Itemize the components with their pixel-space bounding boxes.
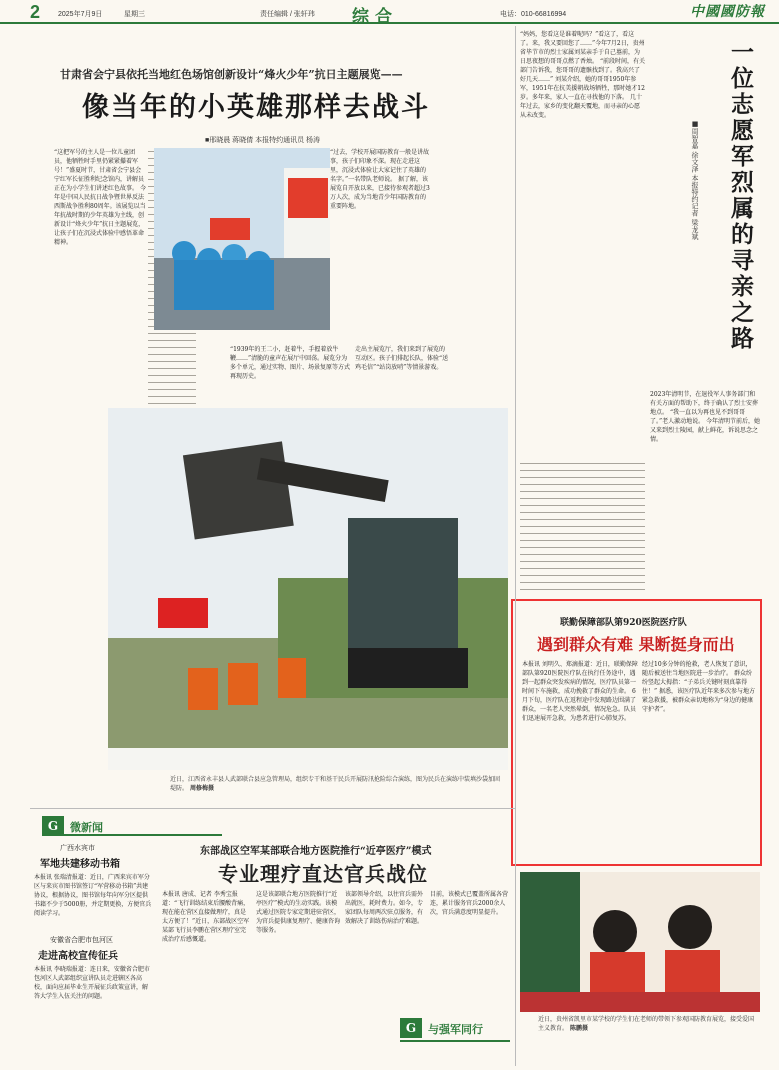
flood-drill-photo (108, 408, 508, 770)
mid-p4: 目前，该模式已覆盖所属各营连，累计服务官兵2000余人次，官兵满意度明显提升。 (430, 891, 509, 916)
lead-p2: 今年是中国人民抗日战争暨世界反法西斯战争胜利80周年。该展览以当年抗战时期的少年英雄为主线，创新设计“烽火少年”抗日主题展览，让孩子们在沉浸式体验中感悟革命精神。 (54, 185, 146, 246)
right-col-2 (650, 390, 760, 590)
right-vertical-byline: ■周智嘉 徐文泽 本报特约记者 梁龙斌 (691, 120, 699, 240)
micro-news-icon: G (42, 816, 64, 836)
right-p6: “我一直以为再也见不到哥哥了。”老人激动地说。 (650, 409, 746, 425)
editor: 责任编辑 / 张轩玮 (260, 11, 315, 18)
right-p5: 2023年清明节，在退役军人事务部门和有关方面的帮助下，终于确认了烈士安葬地点。 (650, 391, 759, 416)
box-col-2 (642, 660, 756, 860)
box-title: 遇到群众有难 果断挺身而出 (537, 635, 735, 654)
box-p2: 6月下旬，医疗队在返程途中发现路边围满了群众，一名老人突然晕倒，情况危急。队员们迅速展开急救，为患者进行心肺复苏。 (522, 688, 637, 722)
mid-kicker: 东部战区空军某部联合地方医院推行“近亭医疗”模式 (200, 846, 432, 857)
micro-news-label: 微新闻 (70, 821, 103, 834)
lead-p1: “这把军号的主人是一位儿童团员，他牺牲时手里仍紧紧攥着军号！”盛夏时节，甘肃省会宁县会宁红军长征胜利纪念馆内，讲解员正在为小学生们讲述红色故事。 (54, 149, 145, 192)
mid-col-2 (256, 890, 342, 1040)
box-p4: 群众纷纷竖起大拇指：“子弟兵关键时刻真靠得住！” (642, 670, 752, 695)
right-p2: “前段时间，有关部门告诉我，您哥哥的遗骸找到了。我高兴了好几天……” (520, 58, 645, 83)
news1-title: 军地共建移动书箱 (40, 859, 120, 870)
phone: 电话：010-66816994 (500, 11, 567, 18)
right-p1: “妈妈，您看这是谁着呢吗？”看这了，看这了。来，我又要回您了……”今年7月2日，贵州省毕节市的烈士家属刘某亲手于自己墓前，为日思夜想的哥哥点燃了香烛。 (520, 31, 645, 65)
lead-col-2 (230, 345, 350, 415)
micro-news-header (42, 816, 222, 836)
students-photo (520, 872, 760, 1012)
lead-byline: ■邢晓晨 蒋晓倩 本报特约通讯员 杨涛 (205, 137, 321, 144)
exhibition-scene (154, 148, 330, 330)
news1-body: 本报讯 张瑞清报道：近日，广西来宾市军分区与来宾市图书馆签订“军营移动书箱”共建协议，根据协议，图书馆每年向军分区提供书籍不少于5000册，并定期更换，方便官兵阅读学习。 (34, 874, 152, 917)
students-caption (538, 1015, 758, 1033)
mid-p3: 该部领导介绍，以往官兵需外出就医，耗时费力。如今，专家团队每周两次驻点服务，有效解决了训练伤病治疗难题。 (345, 891, 424, 925)
lead-p3: “1939年的王二小，赶着牛，手握着放牛鞭……”清脆的童声在展厅中回荡。展览分为多个单元，通过实物、图片、场景复原等方式再现历史。 (230, 346, 350, 380)
lead-col-1 (54, 148, 146, 412)
right-text-lines (520, 460, 645, 590)
strong-army-label: 与强军同行 (428, 1023, 483, 1036)
mid-col-4 (430, 890, 512, 1040)
news2-kicker: 安徽省合肥市包河区 (50, 936, 113, 944)
news1-kicker: 广西水宾市 (60, 844, 95, 852)
mid-p2: 这是该部联合地方医院推行“近亭医疗”模式的生动实践。该模式通过医院专家定期进驻营区，为官兵提供康复理疗、健康咨询等服务。 (256, 891, 341, 934)
right-vertical-title: 一位志愿军烈属的寻亲之路 (727, 40, 754, 352)
lead-col-3 (355, 345, 450, 415)
lead-title: 像当年的小英雄那样去战斗 (82, 92, 430, 123)
newspaper-logo: 中國國防報 (690, 4, 765, 20)
right-p3: 刘某介绍，她的哥哥1950年参军，1951年在抗美援朝战场牺牲，那时她才12岁。多年来，家人一直在寻找他的下落。 (520, 76, 645, 101)
box-p1: 本报讯 刘明久、郑滴报道：近日，联勤保障部队第920医院医疗队在执行任务途中，遇到一起群众突发疾病的情况，医疗队员第一时间下车施救，成功挽救了群众的生命。 (522, 661, 638, 695)
flood-photo-credit: 周修梅摄 (189, 785, 214, 792)
page-number: 2 (30, 2, 41, 22)
box-p5: 据悉，该医疗队近年来多次参与地方紧急救援，被群众亲切地称为“身边的健康守护者”。 (642, 688, 756, 713)
flood-caption-text: 近日，江西省永丰县人武部联合县应急管理局，组织专干和基干民兵开展防汛抢险综合演练，图为民兵在演练中装填沙袋加固堤防。 (170, 776, 501, 792)
students-photo-credit: 陈鹏摄 (569, 1025, 588, 1032)
weekday: 星期三 (124, 11, 145, 18)
mid-col-1 (162, 890, 250, 1040)
news2-title: 走进高校宣传征兵 (38, 951, 118, 962)
box-kicker: 联勤保障部队第920医院医疗队 (560, 618, 687, 628)
exhibition-photo (154, 148, 330, 330)
strong-army-rule (400, 1040, 510, 1042)
lead-p6: 据了解，该展览自开放以来，已接待参观者超过3万人次，成为当地青少年国防教育的重要阵地。 (330, 176, 430, 210)
row-rule-mid (30, 808, 515, 809)
column-rule-right (515, 26, 516, 1066)
box-col-1 (522, 660, 638, 860)
section-title: 综合 (352, 7, 398, 27)
flood-drill-scene (108, 408, 508, 770)
strong-army-icon: G (400, 1018, 422, 1038)
issue-date: 2025年7月9日 (58, 11, 103, 18)
news2-body: 本报讯 李晓瑞报道：连日来，安徽省合肥市包河区人武部组织宣讲队员走进辖区各高校，面向应届毕业生开展征兵政策宣讲，解答大学生入伍关注的问题。 (34, 966, 150, 1000)
lead-kicker: 甘肃省会宁县依托当地红色场馆创新设计“烽火少年”抗日主题展览—— (60, 68, 403, 81)
right-col-1 (520, 30, 645, 455)
students-caption-text: 近日，贵州省凯里市某学校的学生们在老师的带领下参观国防教育展览，接受爱国主义教育。 (538, 1016, 755, 1032)
box-p3: 经过10多分钟的抢救，老人恢复了意识，随后被送往当地医院进一步治疗。 (642, 661, 752, 677)
right-p4: 几十年过去，家乡的变化翻天覆地，而寻亲的心愿从未改变。 (520, 94, 642, 119)
lead-p5: “过去，学校开展国防教育一般是讲故事，孩子们印象不深。现在走进这里，沉浸式体验让大家记住了英雄的名字。”一名带队老师说。 (330, 149, 430, 183)
students-scene (520, 872, 760, 1012)
mid-title: 专业理疗直达官兵战位 (218, 862, 428, 886)
flood-photo-caption (170, 775, 500, 793)
right-p7: 今年清明节前后，她又来到烈士陵园，献上鲜花，诉说思念之情。 (650, 418, 760, 443)
lead-p4: 走出主展览厅，我们来到了展览的互动区。孩子们排起长队，体验“送鸡毛信”“站岗放哨”等情景游戏。 (355, 346, 449, 371)
mid-p1: 本报讯 唐成、记者 李秀宝报道：“飞行训练结束后腰酸背痛，现在能在营区直接做理疗，真是太方便了！”近日，东部战区空军某部飞行员李鹏在营区理疗室完成治疗后感慨道。 (162, 891, 250, 943)
lead-col-4 (330, 148, 430, 338)
